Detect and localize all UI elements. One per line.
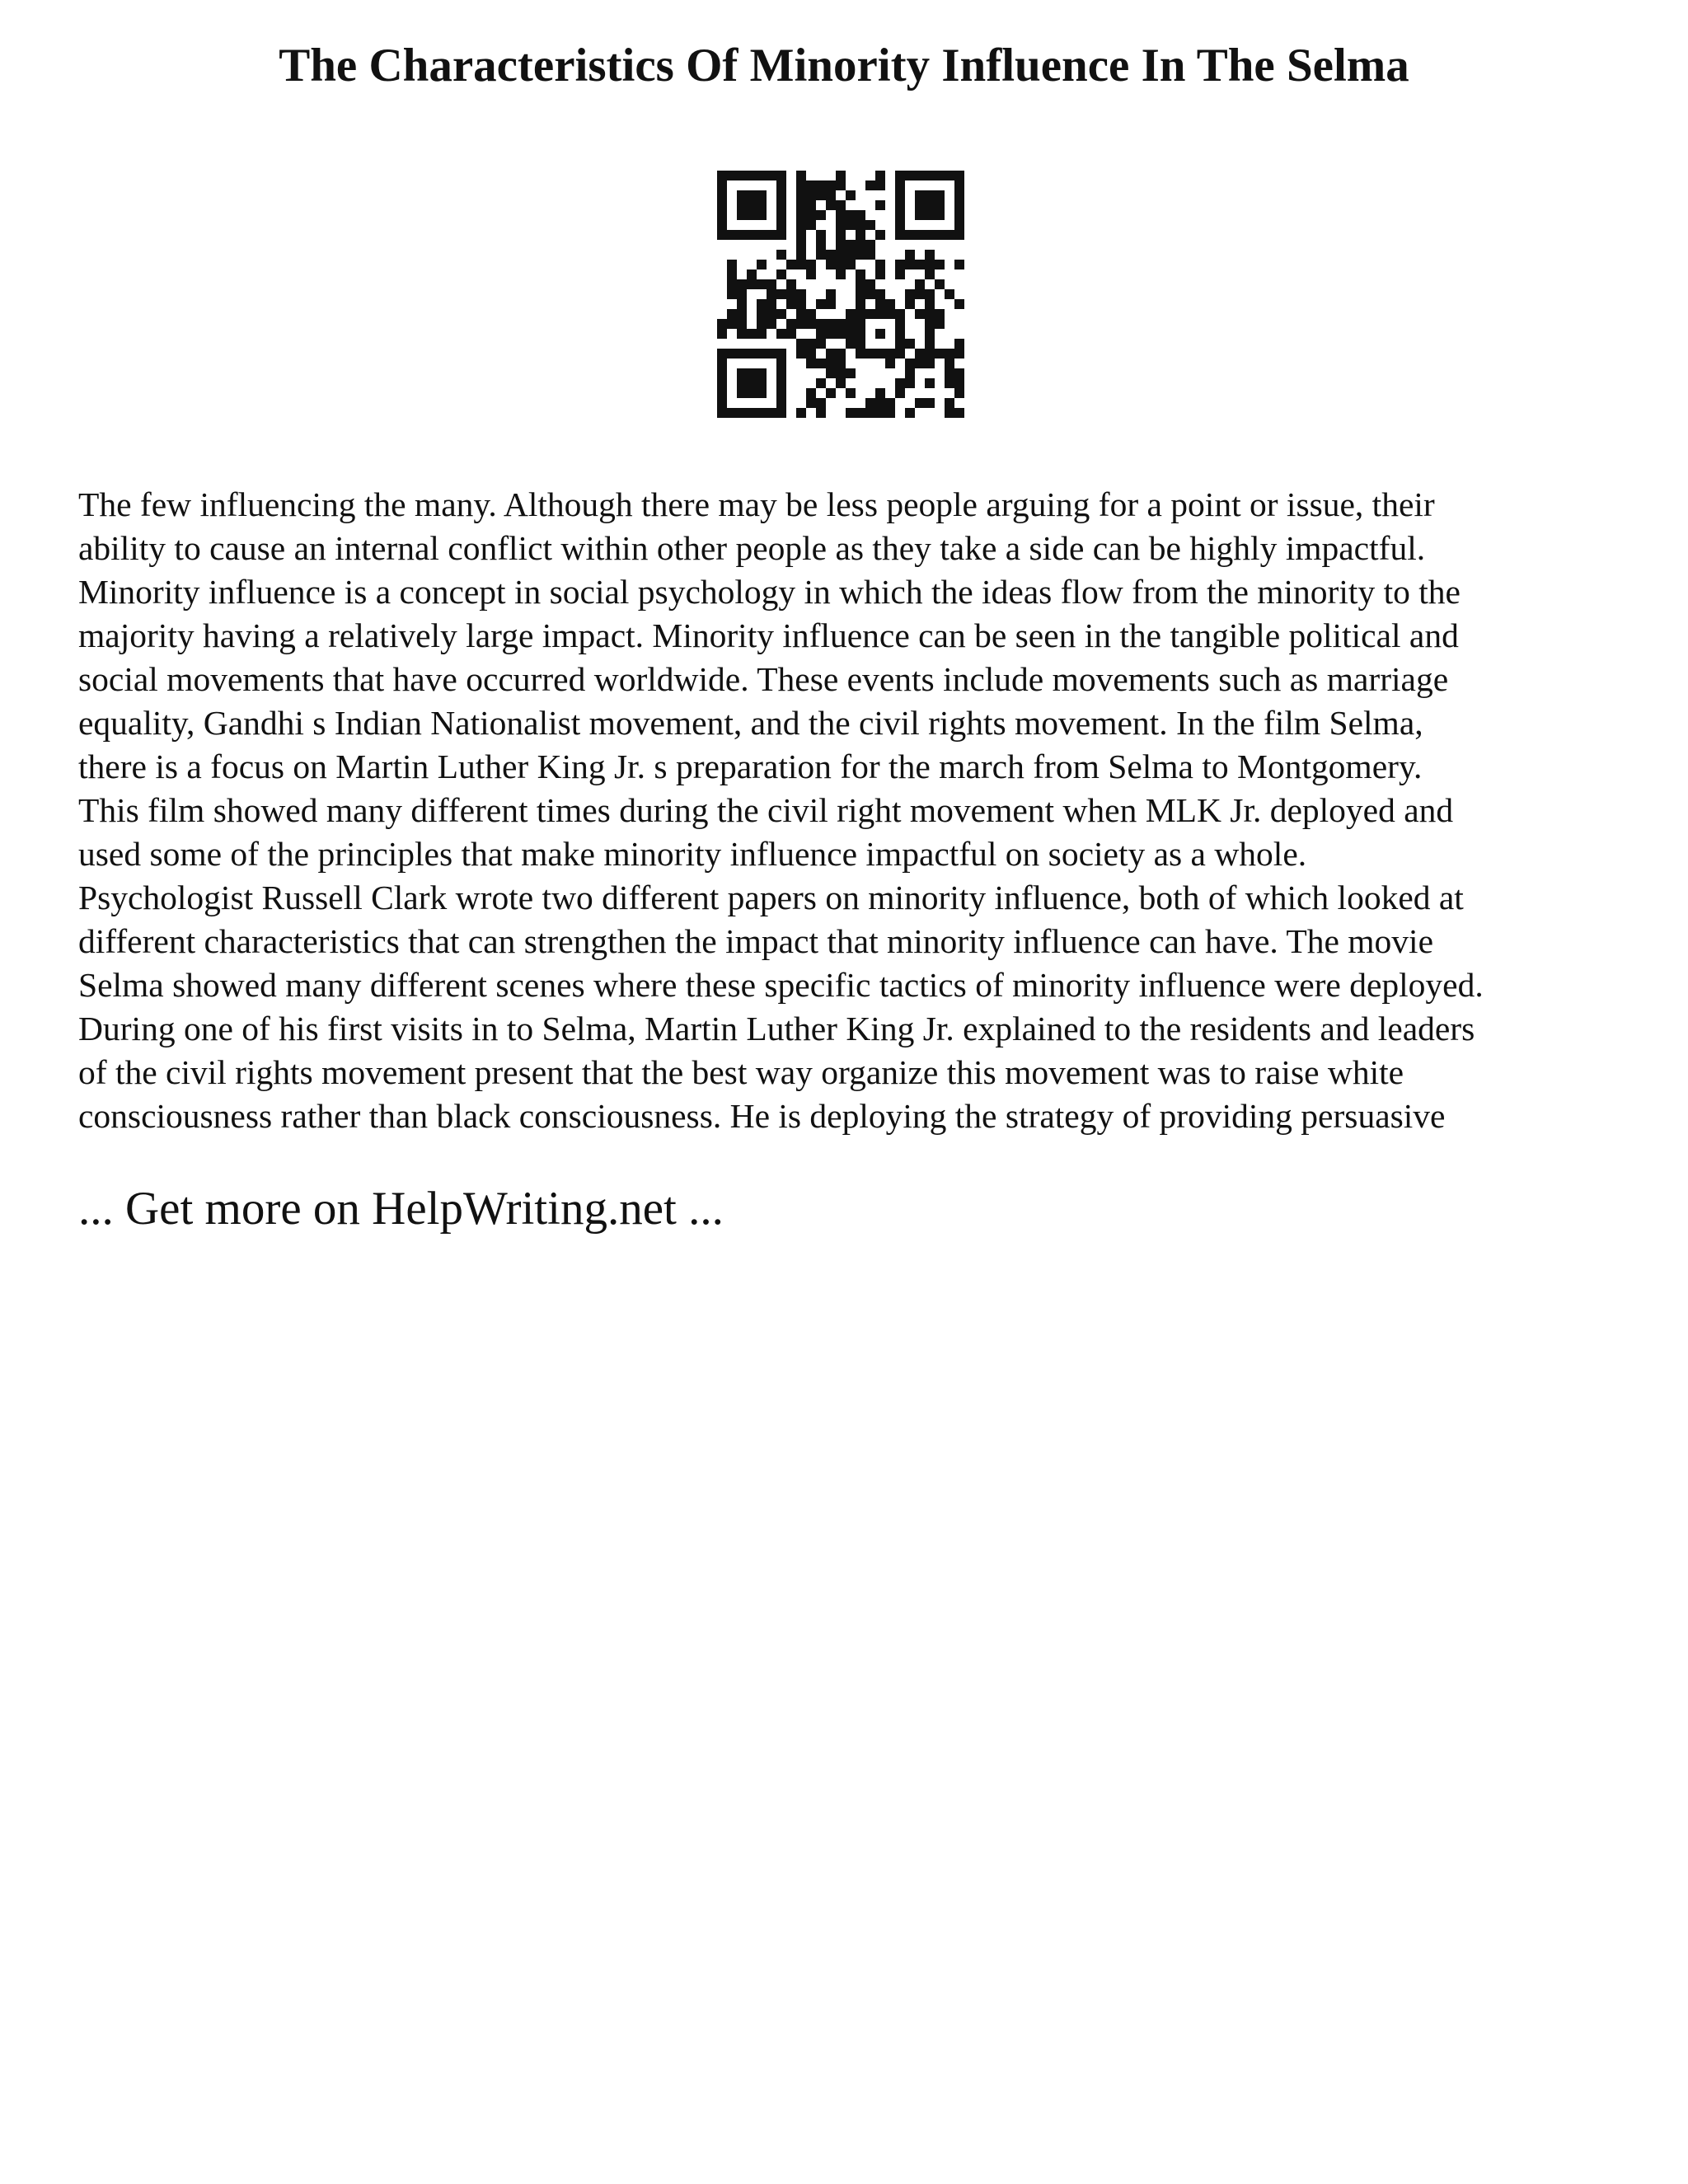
body-line: During one of his first visits in to Selma, Martin Luther King Jr. explained to the residents and leaders (78, 1010, 1475, 1047)
body-line: Minority influence is a concept in social psychology in which the ideas flow from the minority to the (78, 573, 1461, 611)
body-line: majority having a relatively large impact. Minority influence can be seen in the tangible political and (78, 616, 1459, 654)
qr-code-icon (717, 171, 964, 418)
body-line: social movements that have occurred worldwide. These events include movements such as marriage (78, 660, 1449, 698)
body-line: ability to cause an internal conflict within other people as they take a side can be highly impactful. (78, 529, 1426, 567)
body-line: different characteristics that can strengthen the impact that minority influence can have. The movie (78, 922, 1433, 960)
body-line: Psychologist Russell Clark wrote two different papers on minority influence, both of which looked at (78, 879, 1464, 916)
get-more-link[interactable]: ... Get more on HelpWriting.net ... (78, 1183, 724, 1235)
page-title: The Characteristics Of Minority Influence In The Selma (279, 40, 1409, 91)
body-line: used some of the principles that make minority influence impactful on society as a whole. (78, 835, 1307, 873)
body-line: there is a focus on Martin Luther King Jr. s preparation for the march from Selma to Montgomery. (78, 748, 1423, 785)
body-text (78, 483, 1636, 1138)
body-line: The few influencing the many. Although there may be less people arguing for a point or issue, their (78, 485, 1435, 523)
body-line: This film showed many different times during the civil right movement when MLK Jr. deployed and (78, 791, 1454, 829)
body-line: Selma showed many different scenes where these specific tactics of minority influence were deployed. (78, 966, 1484, 1004)
body-line: of the civil rights movement present that the best way organize this movement was to raise white (78, 1053, 1404, 1091)
body-line: consciousness rather than black consciousness. He is deploying the strategy of providing persuasive (78, 1097, 1446, 1135)
body-line: equality, Gandhi s Indian Nationalist movement, and the civil rights movement. In the film Selma, (78, 704, 1423, 742)
